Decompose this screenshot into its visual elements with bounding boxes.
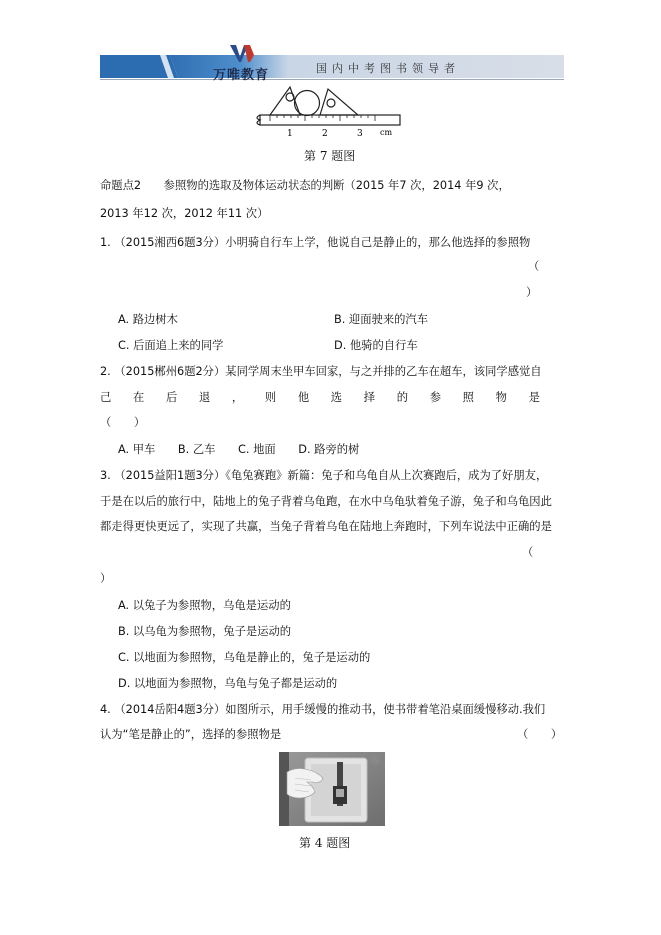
q2-char: 参 [429, 391, 441, 404]
header-divider [100, 79, 564, 80]
tick-label-1: 1 [287, 129, 293, 139]
q1-option-b: B. 迎面驶来的汽车 [334, 313, 429, 326]
tick-label-2: 2 [322, 129, 328, 139]
q2-char: 他 [297, 391, 310, 404]
q2-char: 则 [264, 391, 277, 404]
figure-4-caption: 第 4 题图 [299, 836, 351, 850]
brand-logo-icon [228, 43, 258, 63]
q2-char: 物 [495, 391, 507, 404]
q2-char: 己 [100, 391, 112, 404]
q1-option-c: C. 后面追上来的同学 [118, 339, 224, 352]
header-tagline: 国内中考图书领导者 [316, 62, 460, 75]
figure-4-photo [279, 752, 385, 826]
q1-option-d: D. 他骑的自行车 [334, 339, 418, 352]
q1-paren-open: （ [528, 260, 540, 273]
q3-stem-line2: 于是在以后的旅行中，陆地上的兔子背着乌龟跑，在水中乌龟驮着兔子游，兔子和乌龟因此 [100, 495, 552, 508]
q3-option-b: B. 以乌龟为参照物，兔子是运动的 [118, 625, 292, 638]
q3-option-d: D. 以地面为参照物，乌龟与兔子都是运动的 [118, 677, 338, 690]
q1-paren-close: ） [526, 286, 538, 299]
q2-char: 照 [462, 391, 474, 404]
q2-char: 退 [198, 391, 211, 404]
q3-option-a: A. 以兔子为参照物，乌龟是运动的 [118, 599, 291, 612]
q1-option-a: A. 路边树木 [118, 313, 178, 326]
figure-7-ruler-diagram [250, 85, 410, 140]
q3-option-c: C. 以地面为参照物，乌龟是静止的，兔子是运动的 [118, 651, 371, 664]
figure-7-caption: 第 7 题图 [304, 149, 356, 163]
q3-paren-close: ） [100, 572, 112, 585]
q2-char: 选 [330, 391, 343, 404]
q1-stem: 1. （2015湘西6题3分）小明骑自行车上学，他说自己是静止的，那么他选择的参照物 [100, 236, 531, 249]
q2-char: 在 [132, 391, 145, 404]
q3-stem-line3: 都走得更快更远了，实现了共赢，当兔子背着乌龟在陆地上奔跑时，下列车说法中正确的是 [100, 520, 552, 533]
q2-char: 是 [528, 391, 540, 404]
q2-char: 择 [363, 391, 376, 404]
q2-char: 后 [165, 391, 178, 404]
tick-label-3: 3 [357, 129, 363, 139]
q2-stem-line2 [100, 391, 540, 405]
q2-answer-paren: （ ） [100, 416, 146, 429]
brand-name: 万唯教育 [213, 68, 270, 83]
section-heading-line2: 2013 年12 次，2012 年11 次） [100, 207, 269, 220]
q3-stem-line1: 3. （2015益阳1题3分）《龟兔赛跑》新篇：兔子和乌龟自从上次赛跑后，成为了好朋友， [100, 469, 548, 482]
q4-answer-paren: （ ） [517, 728, 563, 741]
q2-char: 的 [396, 391, 409, 404]
q2-options: A. 甲车 B. 乙车 C. 地面 D. 路旁的树 [118, 443, 360, 456]
q2-char: ， [231, 391, 244, 404]
q2-stem: 2. （2015郴州6题2分）某同学周末坐甲车回家，与之并排的乙车在超车，该同学感觉自 [100, 365, 542, 378]
q4-stem-line1: 4. （2014岳阳4题3分）如图所示，用手缓慢的推动书，使书带着笔沿桌面缓慢移动.我们 [100, 703, 546, 716]
q3-paren-open: （ [522, 546, 534, 559]
q4-stem-line2: 认为“笔是静止的”，选择的参照物是 [100, 728, 282, 741]
section-heading-line1: 命题点2 参照物的选取及物体运动状态的判断（2015 年7 次，2014 年9 次， [100, 179, 510, 192]
unit-label: cm [380, 128, 393, 137]
